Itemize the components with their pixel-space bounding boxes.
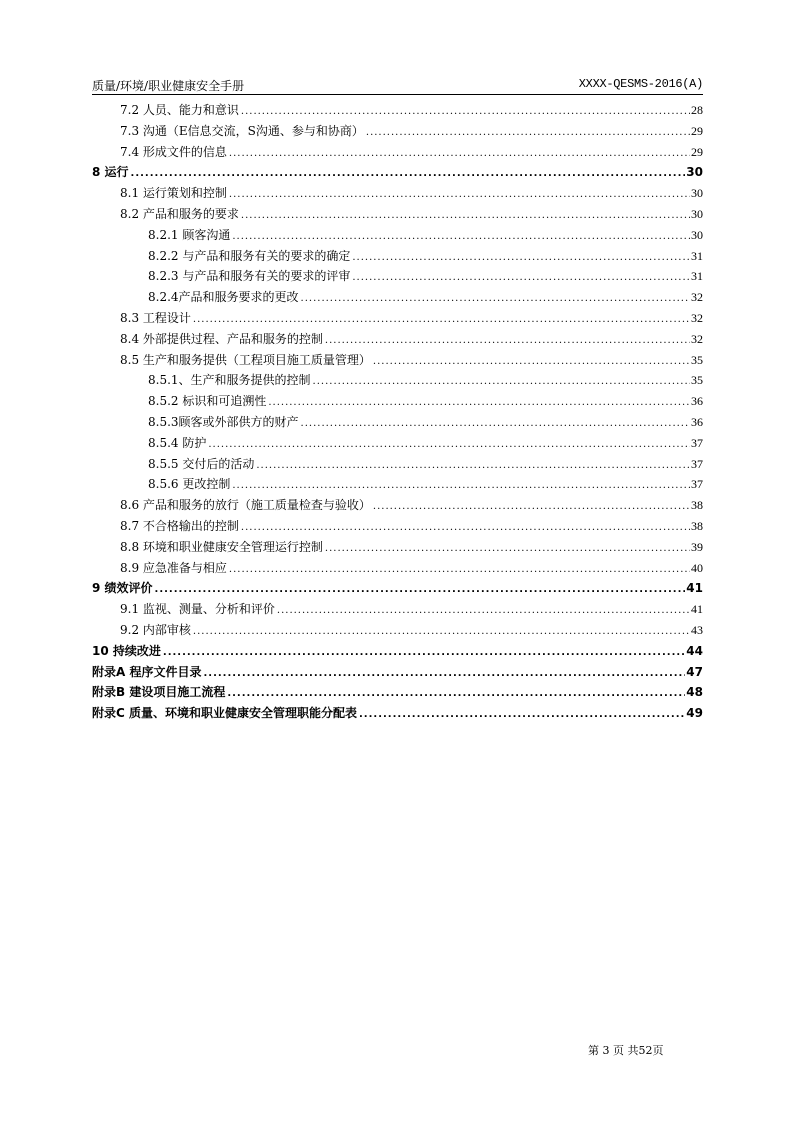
- toc-entry-title[interactable]: 8.9 应急准备与相应: [120, 560, 227, 575]
- dot-leader: [268, 393, 690, 414]
- dot-leader: [359, 705, 685, 726]
- toc-entry[interactable]: [92, 183, 703, 204]
- toc-entry-page: 28: [691, 103, 703, 117]
- toc-entry-page: 38: [691, 518, 703, 533]
- dot-leader: [163, 643, 685, 664]
- toc-entry[interactable]: [92, 599, 703, 620]
- toc-entry-title[interactable]: 8.5.1、生产和服务提供的控制: [148, 373, 311, 388]
- toc-entry[interactable]: [92, 620, 703, 641]
- dot-leader: [229, 560, 690, 581]
- dot-leader: [256, 456, 690, 477]
- toc-entry-title[interactable]: 9 绩效评价: [92, 581, 153, 596]
- dot-leader: [325, 331, 690, 352]
- toc-entry-page: 29: [691, 123, 703, 138]
- toc-entry[interactable]: [92, 266, 703, 287]
- toc-entry-title[interactable]: 9.2 内部审核: [120, 622, 191, 637]
- dot-leader: [373, 497, 690, 518]
- toc-entry-title[interactable]: 8.5.4 防护: [148, 435, 207, 450]
- toc-entry-page: 47: [686, 664, 703, 679]
- toc-entry[interactable]: [92, 662, 703, 683]
- toc-entry[interactable]: [92, 454, 703, 475]
- toc-entry-title[interactable]: 附录B 建设项目施工流程: [92, 685, 226, 700]
- toc-entry-page: 37: [691, 477, 703, 492]
- toc-entry[interactable]: [92, 474, 703, 495]
- toc-entry-title[interactable]: 8.6 产品和服务的放行（施工质量检查与验收）: [120, 498, 371, 513]
- toc-entry-page: 31: [691, 248, 703, 263]
- toc-entry[interactable]: [92, 578, 703, 599]
- toc-entry[interactable]: [92, 100, 703, 121]
- dot-leader: [155, 580, 686, 601]
- toc-entry-page: 30: [691, 227, 703, 242]
- dot-leader: [241, 518, 690, 539]
- dot-leader: [313, 372, 690, 393]
- toc-entry-page: 48: [686, 685, 703, 700]
- toc-entry-title[interactable]: 10 持续改进: [92, 643, 161, 658]
- document-title: 质量/环境/职业健康安全手册: [92, 79, 245, 93]
- dot-leader: [241, 206, 690, 227]
- dot-leader: [232, 476, 690, 497]
- toc-entry-title[interactable]: 7.4 形成文件的信息: [120, 144, 227, 159]
- dot-leader: [208, 435, 690, 456]
- toc-entry-page: 35: [691, 352, 703, 367]
- table-of-contents: [92, 100, 703, 724]
- dot-leader: [193, 310, 690, 331]
- toc-entry-title[interactable]: 8.5 生产和服务提供（工程项目施工质量管理）: [120, 352, 371, 367]
- toc-entry-page: 37: [691, 435, 703, 450]
- dot-leader: [366, 123, 690, 144]
- toc-entry[interactable]: [92, 516, 703, 537]
- dot-leader: [232, 227, 690, 248]
- toc-entry[interactable]: [92, 204, 703, 225]
- toc-entry[interactable]: [92, 246, 703, 267]
- dot-leader: [352, 268, 690, 289]
- dot-leader: [241, 102, 690, 123]
- toc-entry-page: 29: [691, 144, 703, 159]
- toc-entry-title[interactable]: 8.2.1 顾客沟通: [148, 227, 231, 242]
- page-number: 第 3 页 共52页: [588, 1044, 664, 1057]
- toc-entry-title[interactable]: 8.5.3顾客或外部供方的财产: [148, 414, 299, 429]
- toc-entry-page: 36: [691, 414, 703, 429]
- toc-entry-title[interactable]: 9.1 监视、测量、分析和评价: [120, 602, 275, 617]
- toc-entry-title[interactable]: 8.2.2 与产品和服务有关的要求的确定: [148, 248, 351, 263]
- toc-entry-page: 30: [686, 165, 703, 180]
- toc-entry-title[interactable]: 7.3 沟通（E信息交流，S沟通、参与和协商）: [120, 123, 364, 138]
- toc-entry-page: 30: [691, 186, 703, 201]
- toc-entry[interactable]: [92, 537, 703, 558]
- toc-entry-page: 40: [691, 560, 703, 575]
- toc-entry[interactable]: [92, 329, 703, 350]
- toc-entry-title[interactable]: 8.2.3 与产品和服务有关的要求的评审: [148, 269, 351, 284]
- toc-entry[interactable]: [92, 121, 703, 142]
- toc-entry-page: 32: [691, 310, 703, 325]
- toc-entry-page: 37: [691, 456, 703, 471]
- toc-entry[interactable]: [92, 142, 703, 163]
- toc-entry-page: 43: [691, 622, 703, 637]
- dot-leader: [229, 144, 690, 165]
- toc-entry-title[interactable]: 附录C 质量、环境和职业健康安全管理职能分配表: [92, 706, 357, 721]
- toc-entry-page: 41: [686, 581, 703, 596]
- dot-leader: [203, 664, 685, 685]
- toc-entry-title[interactable]: 8.3 工程设计: [120, 310, 191, 325]
- toc-entry-title[interactable]: 8.5.6 更改控制: [148, 477, 231, 492]
- toc-entry-page: 38: [691, 498, 703, 513]
- toc-entry[interactable]: [92, 703, 703, 724]
- dot-leader: [373, 352, 690, 373]
- dot-leader: [325, 539, 690, 560]
- toc-entry[interactable]: [92, 641, 703, 662]
- toc-entry[interactable]: [92, 350, 703, 371]
- toc-entry-page: 32: [691, 331, 703, 346]
- dot-leader: [352, 248, 690, 269]
- toc-entry-page: 39: [691, 539, 703, 554]
- dot-leader: [193, 622, 690, 643]
- toc-entry[interactable]: [92, 391, 703, 412]
- toc-entry[interactable]: [92, 682, 703, 703]
- toc-entry[interactable]: [92, 370, 703, 391]
- toc-entry-title[interactable]: 8.8 环境和职业健康安全管理运行控制: [120, 539, 323, 554]
- document-code: XXXX-QESMS-2016(A): [578, 77, 703, 91]
- toc-entry-page: 49: [686, 706, 703, 721]
- toc-entry-page: 41: [691, 602, 703, 617]
- dot-leader: [301, 289, 690, 310]
- toc-entry-title[interactable]: 8.2 产品和服务的要求: [120, 206, 239, 221]
- toc-entry-page: 44: [686, 643, 703, 658]
- toc-entry-title[interactable]: 8.5.2 标识和可追溯性: [148, 394, 267, 409]
- toc-entry-title[interactable]: 8.5.5 交付后的活动: [148, 456, 255, 471]
- toc-entry-title[interactable]: 附录A 程序文件目录: [92, 664, 202, 679]
- toc-entry[interactable]: [92, 558, 703, 579]
- toc-entry[interactable]: [92, 308, 703, 329]
- toc-entry-title[interactable]: 8.7 不合格输出的控制: [120, 518, 239, 533]
- toc-entry-page: 30: [691, 206, 703, 221]
- toc-entry-page: 32: [691, 290, 703, 305]
- page-header: [92, 76, 703, 95]
- toc-entry-title[interactable]: 7.2 人员、能力和意识: [120, 103, 239, 117]
- toc-entry[interactable]: [92, 225, 703, 246]
- toc-entry-page: 31: [691, 269, 703, 284]
- toc-entry-title[interactable]: 8.1 运行策划和控制: [120, 186, 227, 201]
- toc-entry[interactable]: [92, 162, 703, 183]
- toc-entry[interactable]: [92, 495, 703, 516]
- toc-entry-title[interactable]: 8 运行: [92, 165, 129, 180]
- dot-leader: [131, 164, 686, 185]
- toc-entry[interactable]: [92, 412, 703, 433]
- dot-leader: [227, 684, 685, 705]
- toc-entry[interactable]: [92, 433, 703, 454]
- toc-entry-page: 35: [691, 373, 703, 388]
- toc-entry-title[interactable]: 8.4 外部提供过程、产品和服务的控制: [120, 331, 323, 346]
- dot-leader: [229, 185, 690, 206]
- dot-leader: [301, 414, 690, 435]
- toc-entry-page: 36: [691, 394, 703, 409]
- dot-leader: [277, 601, 690, 622]
- toc-entry-title[interactable]: 8.2.4产品和服务要求的更改: [148, 290, 299, 305]
- toc-entry[interactable]: [92, 287, 703, 308]
